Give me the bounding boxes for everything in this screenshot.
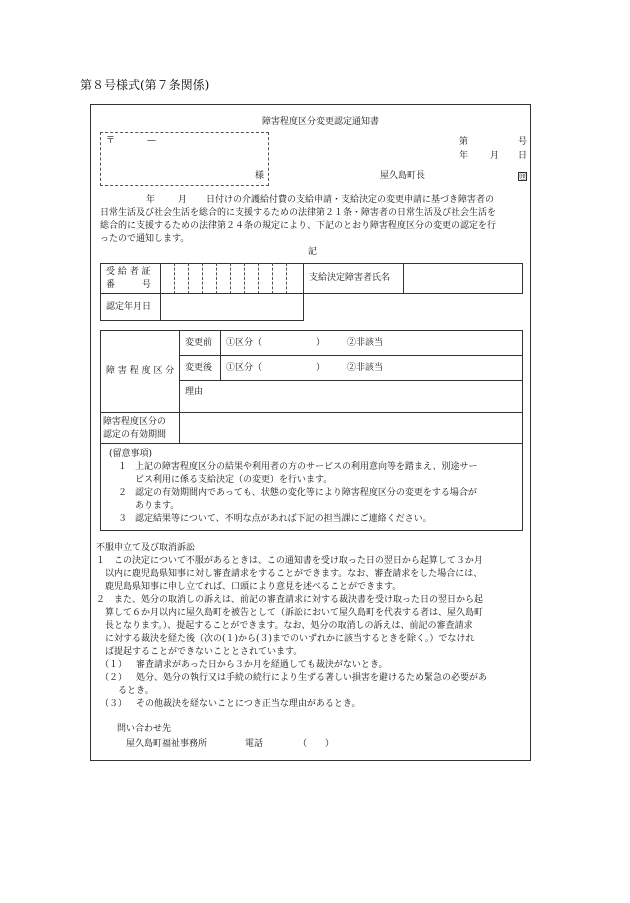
- note-1-num: １: [118, 462, 128, 472]
- before-label: 変更前: [185, 338, 213, 348]
- note-1-line-2: ビス利用に係る支給決定（の変更）を行います。: [135, 475, 333, 485]
- appeal-p1-line-2: 以内に鹿児島県知事に対し審査請求をすることができます。なお、審査請求をした場合には、: [96, 569, 483, 579]
- appeal-p2-line-2: 算して６か月以内に屋久島町を被告として（訴訟において屋久島町を代表する者は、屋久島町: [96, 608, 484, 618]
- name-label: 支給決定障害者氏名: [309, 273, 391, 283]
- appeal-item-2-num: （２）: [100, 673, 128, 683]
- intro-year: 年: [146, 195, 156, 205]
- honorific-sama: 様: [255, 171, 265, 181]
- appeal-p2-line-5: ば提起することができないこととされています。: [96, 647, 303, 657]
- category-label: 障 害 程 度 区 分: [106, 366, 175, 376]
- postal-dash: —: [147, 136, 156, 146]
- contact-office: 屋久島町福祉事務所: [126, 739, 208, 749]
- appeal-p1-line-3: 鹿児島県知事に申し立てれば、口頭により意見を述べることができます。: [96, 582, 402, 592]
- before-hi-option: ②非該当: [347, 338, 384, 348]
- after-label: 変更後: [185, 363, 213, 373]
- label-go: 号: [518, 137, 528, 147]
- appeal-p2-line-1: ２ また、処分の取消しの訴えは、前記の審査請求に対する裁決書を受け取った日の翌日から起: [96, 595, 484, 605]
- issuer-name: 屋久島町長: [380, 171, 426, 181]
- note-2-num: ２: [118, 488, 128, 498]
- note-1-line-1: 上記の障害程度区分の結果や利用者の方のサービスの利用意向等を踏まえ、別途サー: [135, 462, 478, 472]
- appeal-item-2-line-1: 処分、処分の執行又は手続の続行により生ずる著しい損害を避けるため緊急の必要があ: [136, 673, 488, 683]
- appeal-item-1-line-1: 審査請求があった日から３か月を経過しても裁決がないとき。: [136, 660, 388, 670]
- appeal-item-3-num: （３）: [100, 699, 128, 709]
- after-hi-option: ②非該当: [347, 363, 384, 373]
- address-box: [100, 132, 269, 186]
- intro-month: 月: [178, 195, 188, 205]
- recipient-no-label-2: 番 号: [106, 280, 152, 290]
- appeal-heading: 不服申立て及び取消訴訟: [96, 543, 196, 553]
- contact-heading: 問い合わせ先: [117, 724, 172, 734]
- note-2-line-2: あります。: [135, 501, 180, 511]
- postal-mark: 〒: [106, 136, 116, 146]
- note-3-line-1: 認定結果等について、不明な点があれば下記の担当課にご連絡ください。: [135, 514, 432, 524]
- appeal-p2-line-3: 長となります。）、提起することができます。なお、処分の取消しの訴えは、前記の審査請求: [96, 621, 473, 631]
- note-3-num: ３: [118, 514, 128, 524]
- before-kubun-option: ①区分（ ）: [226, 338, 326, 348]
- label-tsuki: 月: [490, 151, 500, 161]
- label-dai: 第: [459, 137, 469, 147]
- reason-label: 理由: [185, 387, 204, 397]
- appeal-item-3-line-1: その他裁決を経ないことにつき正当な理由があるとき。: [136, 699, 361, 709]
- intro-line-1: 日付けの介護給付費の支給申請・支給決定の変更申請に基づき障害者の: [206, 195, 495, 205]
- appeal-item-1-num: （１）: [100, 660, 128, 670]
- form-number: 第８号様式(第７条関係): [80, 78, 210, 92]
- contact-tel-label: 電話: [245, 739, 264, 749]
- recipient-no-label-1: 受 給 者 証: [106, 267, 151, 277]
- date-label: 認定年月日: [106, 302, 152, 312]
- appeal-p1-line-1: １ この決定について不服があるときは、この通知書を受け取った日の翌日から起算して３か月: [96, 556, 483, 566]
- seal-mark: ㊞: [519, 172, 527, 181]
- intro-line-2: 日常生活及び社会生活を総合的に支援するための法律第２１条・障害者の日常生活及び社会生活を: [100, 208, 497, 218]
- label-hi: 日: [518, 151, 528, 161]
- appeal-item-2-line-2: るとき。: [118, 686, 154, 696]
- ki-heading: 記: [308, 247, 318, 257]
- intro-line-4: ったので通知します。: [100, 234, 190, 244]
- period-label-1: 障害程度区分の: [103, 417, 167, 427]
- notes-heading: (留意事項): [109, 449, 153, 459]
- document-title: 障害程度区分変更認定通知書: [262, 117, 380, 127]
- note-2-line-1: 認定の有効期間内であっても、状態の変化等により障害程度区分の変更をする場合が: [135, 488, 477, 498]
- appeal-p2-line-4: に対する裁決を経た後（次の(１)から(３)までのいずれかに該当するときを除く。）でなけれ: [96, 634, 475, 644]
- after-kubun-option: ①区分（ ）: [226, 363, 326, 373]
- period-label-2: 認定の有効期間: [103, 430, 167, 440]
- contact-tel-value: （ ）: [298, 739, 335, 749]
- intro-line-3: 総合的に支援するための法律第２４条の規定により、下記のとおり障害程度区分の変更の認定を行: [100, 221, 497, 231]
- label-nen: 年: [459, 151, 469, 161]
